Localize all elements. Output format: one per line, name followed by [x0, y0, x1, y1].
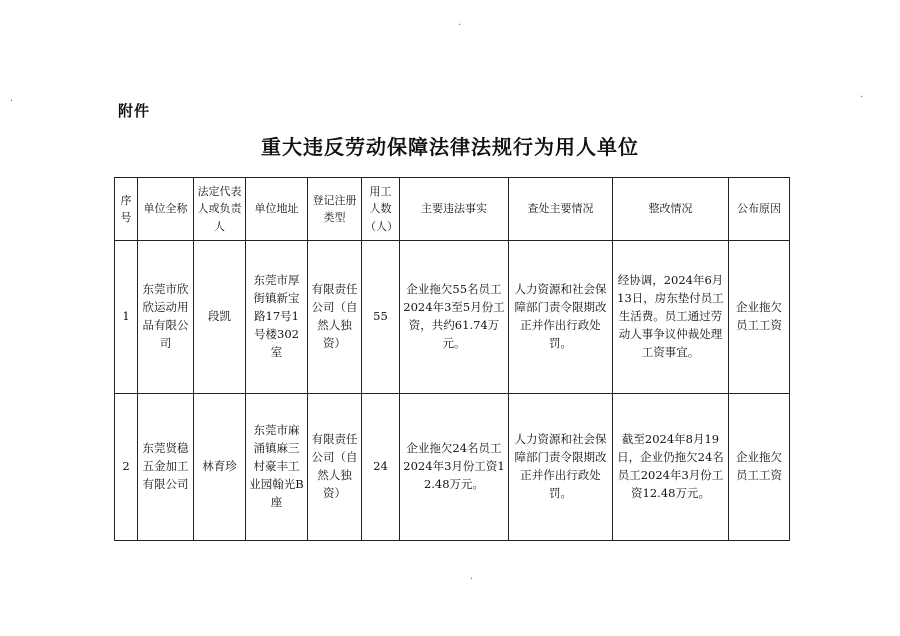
cell-address: 东莞市麻涌镇麻三村豪丰工业园翰光B座	[246, 394, 308, 541]
header-reg-type: 登记注册类型	[308, 178, 362, 241]
header-address: 单位地址	[246, 178, 308, 241]
cell-employees: 24	[362, 394, 400, 541]
cell-no: 1	[115, 241, 138, 394]
attachment-label: 附件	[118, 102, 151, 120]
header-no: 序号	[115, 178, 138, 241]
document-title: 重大违反劳动保障法律法规行为用人单位	[261, 135, 639, 159]
table-row	[115, 394, 790, 541]
cell-address: 东莞市厚街镇新宝路17号1号楼302室	[246, 241, 308, 394]
scan-speck: ·	[860, 92, 864, 103]
header-reason: 公布原因	[729, 178, 790, 241]
cell-reg-type: 有限责任公司（自然人独资）	[308, 394, 362, 541]
cell-name: 东莞市欣欣运动用品有限公司	[138, 241, 194, 394]
cell-reg-type: 有限责任公司（自然人独资）	[308, 241, 362, 394]
header-facts: 主要违法事实	[400, 178, 509, 241]
employer-table	[114, 177, 790, 541]
cell-facts: 企业拖欠24名员工2024年3月份工资12.48万元。	[400, 394, 509, 541]
cell-reason: 企业拖欠员工工资	[729, 394, 790, 541]
scan-speck: ·	[10, 96, 14, 107]
cell-name: 东莞贤稳五金加工有限公司	[138, 394, 194, 541]
cell-representative: 林育珍	[194, 394, 246, 541]
cell-handling: 人力资源和社会保障部门责令限期改正并作出行政处罚。	[509, 394, 613, 541]
table-row	[115, 241, 790, 394]
header-representative: 法定代表人或负责人	[194, 178, 246, 241]
cell-facts: 企业拖欠55名员工2024年3至5月份工资，共约61.74万元。	[400, 241, 509, 394]
cell-reason: 企业拖欠员工工资	[729, 241, 790, 394]
scan-speck: ·	[458, 20, 462, 31]
header-rectification: 整改情况	[613, 178, 729, 241]
header-employees: 用工人数（人）	[362, 178, 400, 241]
cell-handling: 人力资源和社会保障部门责令限期改正并作出行政处罚。	[509, 241, 613, 394]
cell-rectification: 截至2024年8月19日，企业仍拖欠24名员工2024年3月份工资12.48万元。	[613, 394, 729, 541]
cell-representative: 段凯	[194, 241, 246, 394]
cell-rectification: 经协调，2024年6月13日，房东垫付员工生活费。员工通过劳动人事争议仲裁处理工资事宜。	[613, 241, 729, 394]
table-header-row	[115, 178, 790, 241]
cell-employees: 55	[362, 241, 400, 394]
cell-no: 2	[115, 394, 138, 541]
header-name: 单位全称	[138, 178, 194, 241]
scan-speck: ·	[470, 574, 474, 585]
header-handling: 查处主要情况	[509, 178, 613, 241]
